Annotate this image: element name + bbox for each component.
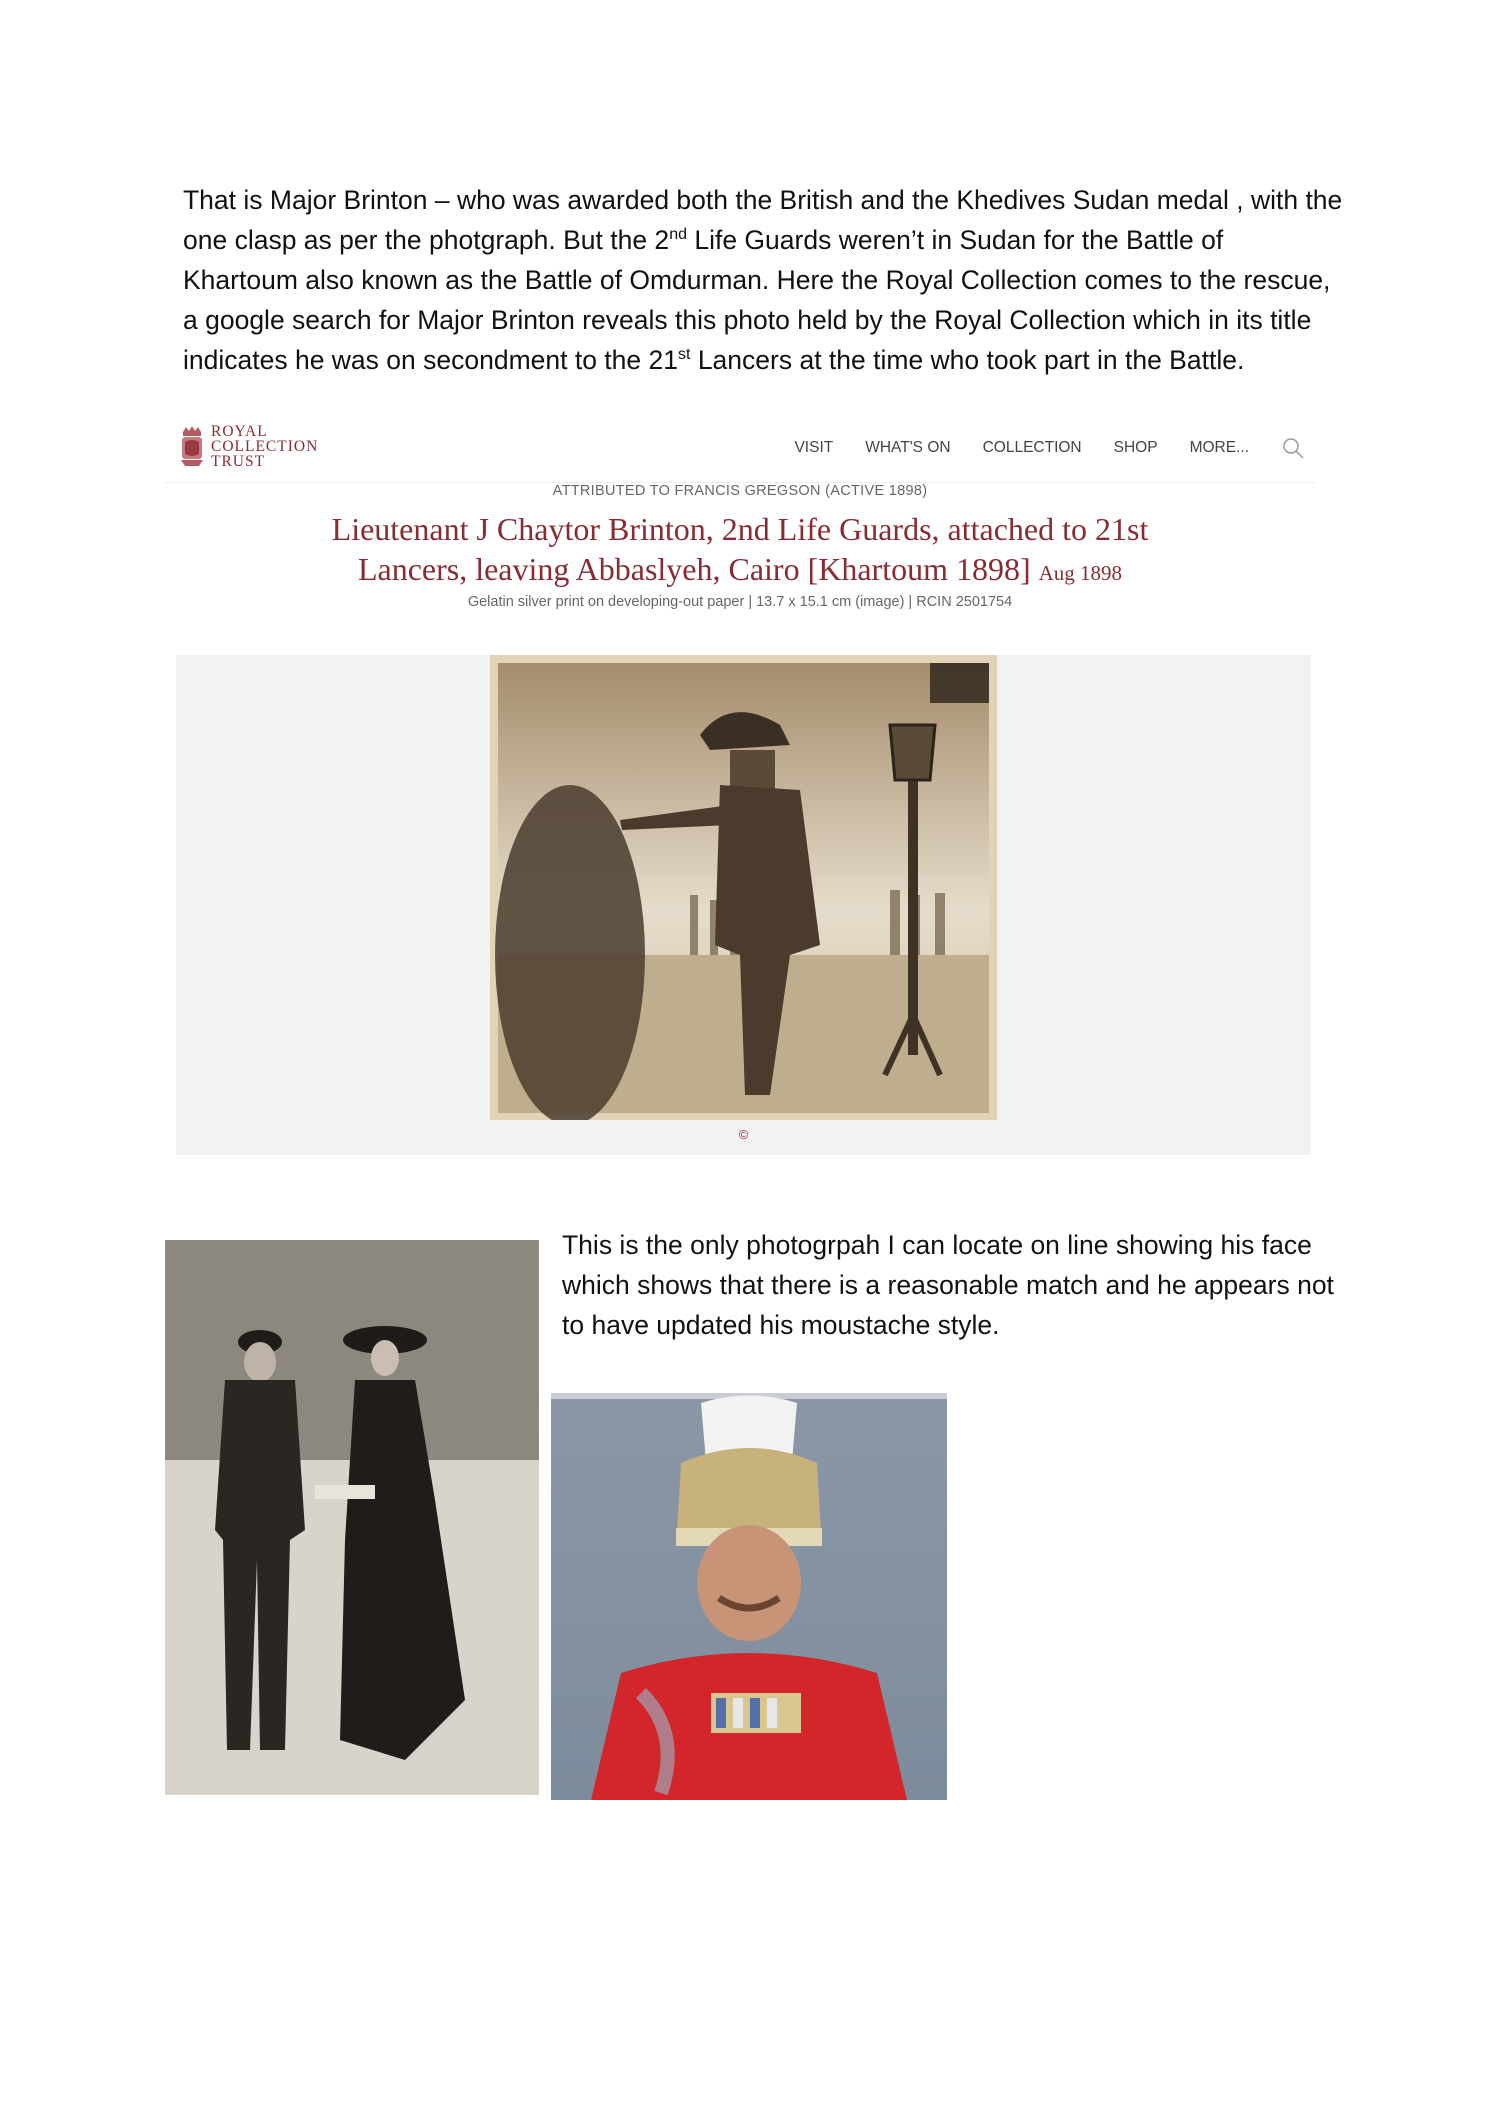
search-icon[interactable] bbox=[1281, 436, 1305, 460]
artwork-title-line2-text: Lancers, leaving Abbaslyeh, Cairo [Khartoum 1898] bbox=[357, 551, 1031, 587]
artwork-date: Aug 1898 bbox=[1038, 561, 1123, 585]
rct-nav bbox=[794, 434, 1315, 462]
logo-line-collection: COLLECTION bbox=[211, 438, 319, 455]
logo-line-royal: ROYAL bbox=[211, 423, 268, 440]
crown-crest-icon bbox=[177, 424, 207, 468]
intro-text-1: That is Major Brinton – who was awarded both the British and the Khedives Sudan medal , with the one clasp as per the photgraph. But the 2 bbox=[183, 185, 1343, 255]
intro-sup-nd: nd bbox=[669, 226, 687, 244]
artwork-title bbox=[165, 509, 1315, 593]
nav-shop[interactable]: SHOP bbox=[1113, 439, 1158, 456]
artwork-attribution: ATTRIBUTED TO FRANCIS GREGSON (ACTIVE 1898) bbox=[552, 483, 928, 499]
nav-whats-on[interactable]: WHAT'S ON bbox=[865, 439, 951, 456]
rct-logo-text bbox=[211, 424, 318, 469]
copyright-icon[interactable]: © bbox=[738, 1127, 749, 1142]
nav-collection[interactable]: COLLECTION bbox=[982, 439, 1082, 456]
face-comparison-paragraph: This is the only photogrpah I can locate on line showing his face which shows that there is a reasonable match and he appears not to have updated his moustache style. bbox=[562, 1230, 1334, 1340]
bw-photo-officer-and-woman[interactable] bbox=[165, 1240, 539, 1795]
intro-text-2: Life Guards weren’t in Sudan for the Battle of Khartoum also known as the Battle of Omdurman. Here the Royal Collection comes to the rescue, a google search for Major Brinton reveals this photo held by the Royal Collection which in its title indicates he was on secondment to the 21 bbox=[183, 225, 1331, 375]
intro-paragraph bbox=[183, 180, 1343, 380]
royal-collection-screenshot bbox=[165, 412, 1315, 1162]
intro-sup-st: st bbox=[678, 346, 691, 364]
nav-more[interactable]: MORE... bbox=[1189, 439, 1249, 456]
color-photo-life-guard-helmet[interactable] bbox=[551, 1393, 947, 1800]
artwork-meta: Gelatin silver print on developing-out paper | 13.7 x 15.1 cm (image) | RCIN 2501754 bbox=[467, 594, 1013, 610]
artwork-title-line2 bbox=[165, 549, 1315, 593]
rct-logo[interactable] bbox=[177, 420, 357, 476]
artwork-image-panel bbox=[176, 655, 1311, 1155]
rct-header bbox=[165, 412, 1315, 483]
logo-line-trust: TRUST bbox=[211, 453, 266, 470]
intro-text-3: Lancers at the time who took part in the Battle. bbox=[690, 345, 1245, 375]
sepia-photo-officer-lamp[interactable] bbox=[490, 655, 997, 1120]
artwork-title-line1: Lieutenant J Chaytor Brinton, 2nd Life Guards, attached to 21st bbox=[331, 511, 1149, 547]
nav-visit[interactable]: VISIT bbox=[794, 439, 834, 456]
